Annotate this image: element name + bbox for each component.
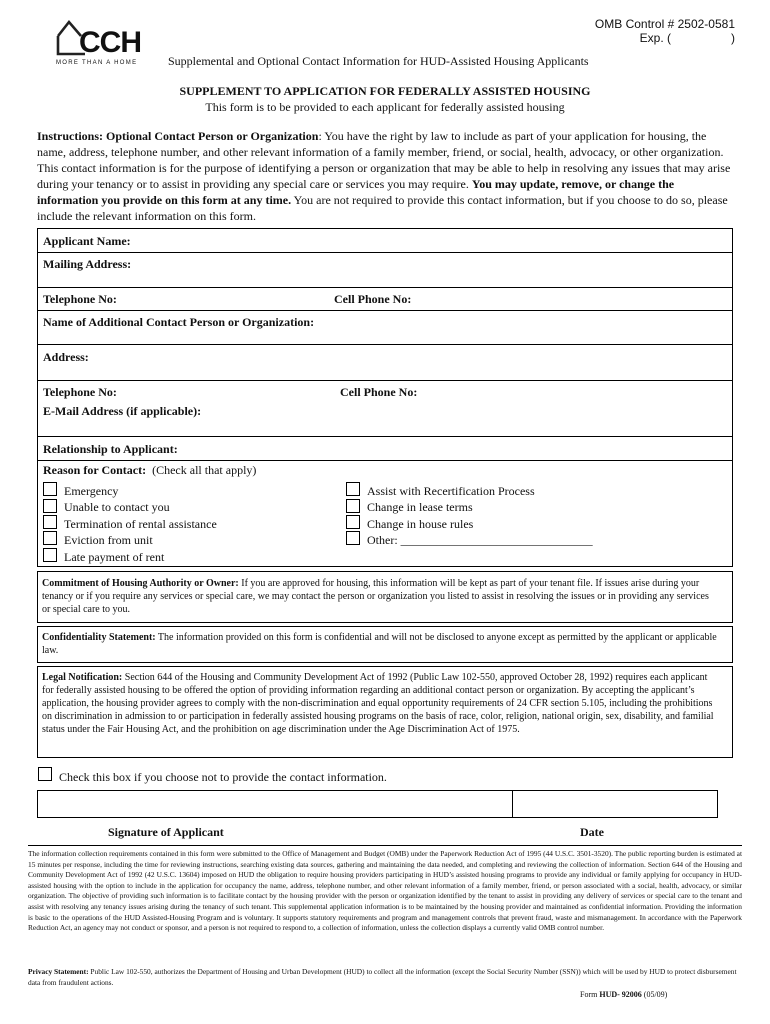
- option-house-rules: Change in house rules: [367, 517, 474, 531]
- telephone-2-label: Telephone No:: [43, 385, 117, 399]
- instructions-bold-text: You may update, remove, or change the information you provide on this form at any time.: [37, 177, 675, 207]
- contact-name-label: Name of Additional Contact Person or Organization:: [43, 315, 315, 329]
- form-subtitle: This form is to be provided to each applicant for federally assisted housing: [205, 100, 565, 114]
- checkbox-recertification[interactable]: [346, 482, 360, 496]
- divider: [28, 845, 742, 846]
- legal-heading: Legal Notification:: [42, 672, 123, 683]
- form-title: SUPPLEMENT TO APPLICATION FOR FEDERALLY ASSISTED HOUSING: [179, 84, 591, 98]
- opt-out-checkbox[interactable]: [38, 767, 52, 781]
- option-lease-terms: Change in lease terms: [367, 500, 473, 514]
- telephone-2-field[interactable]: [130, 383, 330, 401]
- email-field[interactable]: [215, 402, 725, 432]
- address-field[interactable]: [100, 348, 725, 378]
- option-emergency: Emergency: [64, 484, 119, 498]
- confidentiality-body: The information provided on this form is confidential and will not be disclosed to anyone except as permitted by the applicant or applicable law.: [42, 632, 717, 656]
- privacy-statement: [28, 966, 742, 988]
- instructions: [37, 128, 737, 224]
- cell-phone-field[interactable]: [420, 290, 725, 308]
- email-label: E-Mail Address (if applicable):: [43, 404, 202, 418]
- form-number-prefix: Form: [580, 990, 600, 999]
- checkbox-late-payment[interactable]: [43, 548, 57, 562]
- burden-statement: The information collection requirements contained in this form were submitted to the Office of Management and Budget (OMB) under the Paperwork Reduction Act of 1995 (44 U.S.C. 3501-3520). The public reporting burden is estimated at 15 minutes per response, including the time for reviewing instructions, searching existing data sources, gathering and maintaining the data needed, and completing and reviewing the collection of information. Section 644 of the Housing and Community Development Act of 1992 (42 U.S.C. 13604) imposed on HUD the obligation to require housing providers participating in HUD’s assisted housing programs to provide any individual or family applying for occupancy in HUD-assisted housing with the option to include in the application for occupancy the name, address, telephone number, and other relevant information of a family member, friend, or person associated with a social, health, advocacy, or similar organization. The objective of providing such information is to facilitate contact by the housing provider with the person or organization identified by the tenant to assist in providing any delivery of services or special care to the tenant and assist with resolving any tenancy issues arising during the tenancy of such tenant. This supplemental application information is to be maintained by the housing provider and maintained as confidential information. Providing the information is basic to the operations of the HUD Assisted-Housing Program and is voluntary. It supports statutory requirements and program and management controls that prevent fraud, waste and mismanagement. In accordance with the Paperwork Reduction Act, an agency may not conduct or sponsor, and a person is not required to respond to, a collection of information, unless the collection displays a currently valid OMB control number.: [28, 849, 742, 933]
- mailing-address-label: Mailing Address:: [43, 257, 132, 271]
- form-number-id: HUD- 92006: [599, 990, 642, 999]
- checkbox-unable-to-contact[interactable]: [43, 499, 57, 513]
- privacy-body: Public Law 102-550, authorizes the Department of Housing and Urban Development (HUD) to collect all the information (except the Social Security Number (SSN)) which will be used by HUD to protect disbursement data from fraudulent actions.: [28, 967, 737, 987]
- logo-text: CCH: [79, 26, 141, 59]
- telephone-label: Telephone No:: [43, 292, 117, 306]
- applicant-name-label: Applicant Name:: [43, 234, 131, 248]
- cell-phone-label: Cell Phone No:: [334, 292, 412, 306]
- option-unable-to-contact: Unable to contact you: [64, 500, 170, 514]
- commitment-body: If you are approved for housing, this information will be kept as part of your tenant file. If issues arise during your tenancy or if you require any services or special care, we may contact the person or organization you listed to assist in resolving the issues or in providing any services or special care to you.: [42, 578, 709, 615]
- option-recertification: Assist with Recertification Process: [367, 484, 535, 498]
- signature-label: Signature of Applicant: [108, 825, 224, 839]
- logo: [55, 18, 155, 70]
- relationship-label: Relationship to Applicant:: [43, 442, 178, 456]
- legal-body: Section 644 of the Housing and Community Development Act of 1992 (Public Law 102-550, approved October 28, 1992) requires each applicant for federally assisted housing to be offered the option of providing information regarding an additional contact person or organization. By accepting the applicant’s application, the housing provider agrees to comply with the non-discrimination and equal opportunity requirements of 24 CFR section 5.105, including the prohibitions on discrimination in admission to or participation in federally assisted housing programs on the basis of race, color, religion, national origin, sex, disability, and familial status under the Fair Housing Act, and the prohibition on age discrimination under the Age Discrimination Act of 1975.: [42, 672, 714, 735]
- address-label: Address:: [43, 350, 89, 364]
- confidentiality-text: [42, 631, 718, 657]
- checkbox-eviction[interactable]: [43, 531, 57, 545]
- reason-label-heading: Reason for Contact:: [43, 463, 147, 477]
- checkbox-emergency[interactable]: [43, 482, 57, 496]
- contact-name-field[interactable]: [335, 313, 725, 343]
- form-number: [580, 990, 667, 999]
- reason-label-hint: (Check all that apply): [146, 463, 257, 477]
- omb-expiration: Exp. ( ): [639, 31, 735, 45]
- mailing-address-field[interactable]: [145, 255, 725, 285]
- relationship-field[interactable]: [190, 440, 725, 458]
- form-subtitle-top: Supplemental and Optional Contact Information for HUD-Assisted Housing Applicants: [168, 54, 589, 68]
- instructions-heading: Instructions: Optional Contact Person or Organization: [37, 129, 319, 143]
- form-number-date: (05/09): [641, 990, 668, 999]
- checkbox-termination[interactable]: [43, 515, 57, 529]
- confidentiality-heading: Confidentiality Statement:: [42, 632, 156, 643]
- logo-tagline: MORE THAN A HOME: [56, 60, 138, 66]
- option-other: Other: ________________________________: [367, 533, 593, 547]
- privacy-heading: Privacy Statement:: [28, 967, 89, 976]
- opt-out-label: Check this box if you choose not to provide the contact information.: [59, 770, 387, 784]
- option-eviction: Eviction from unit: [64, 533, 153, 547]
- signature-field[interactable]: [37, 790, 513, 818]
- reason-label: [43, 463, 256, 478]
- omb-control: OMB Control # 2502-0581: [594, 17, 735, 31]
- telephone-field[interactable]: [130, 290, 325, 308]
- commitment-heading: Commitment of Housing Authority or Owner:: [42, 578, 239, 589]
- instructions-text-2: You are not required to provide this contact information, but if you choose to do so, please include the relevant information on this form.: [37, 193, 728, 223]
- option-termination: Termination of rental assistance: [64, 517, 217, 531]
- applicant-name-field[interactable]: [140, 232, 725, 250]
- instructions-text-1: : You have the right by law to include as part of your application for housing, the name, address, telephone number, and other relevant information of a family member, friend, or social, health, advocacy, or other organization. This contact information is for the purpose of identifying a person or organization that may be able to help in resolving any issues that may arise during your tenancy or to assist in providing any special care or services you may require.: [37, 129, 731, 191]
- cell-phone-2-label: Cell Phone No:: [340, 385, 418, 399]
- cell-phone-2-field[interactable]: [425, 383, 725, 401]
- checkbox-house-rules[interactable]: [346, 515, 360, 529]
- date-field[interactable]: [512, 790, 718, 818]
- checkbox-lease-terms[interactable]: [346, 499, 360, 513]
- checkbox-other[interactable]: [346, 531, 360, 545]
- option-late-payment: Late payment of rent: [64, 550, 165, 564]
- commitment-text: [42, 577, 718, 616]
- legal-text: [42, 671, 718, 736]
- date-label: Date: [580, 825, 604, 839]
